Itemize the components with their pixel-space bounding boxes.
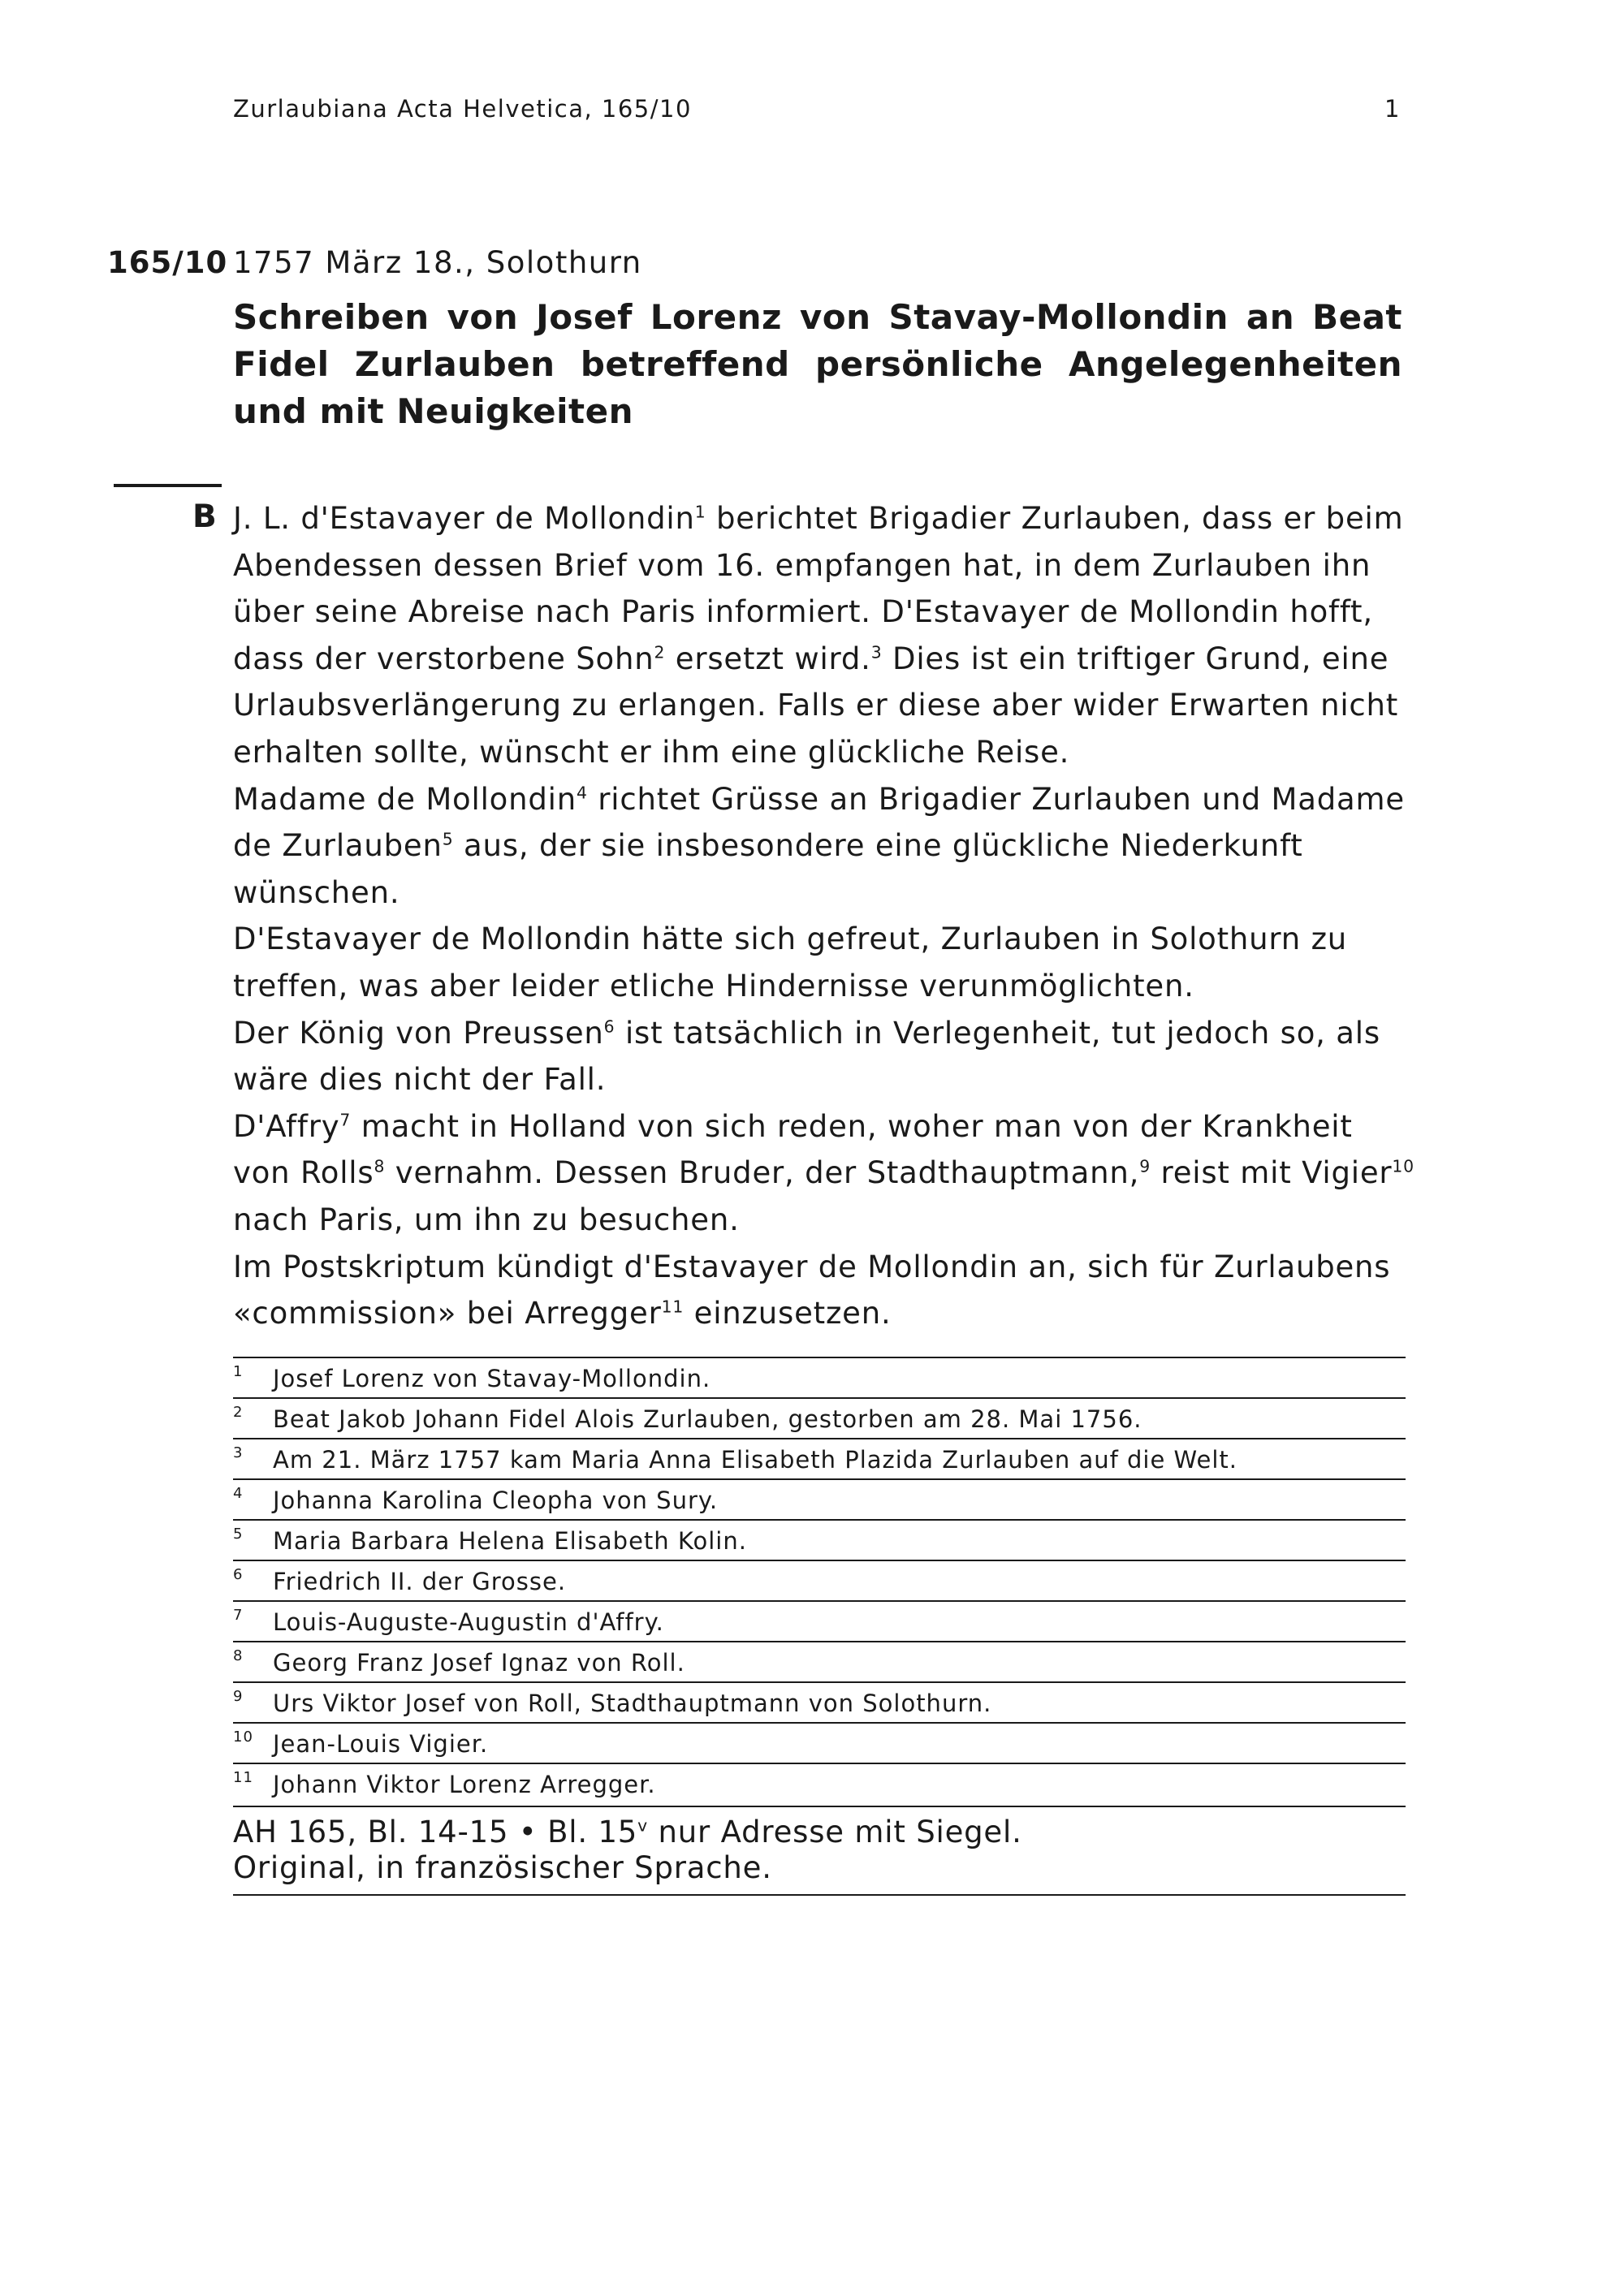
footnote-ref[interactable]: 2	[654, 642, 666, 662]
footnote-number: 1	[233, 1363, 244, 1380]
summary-paragraph: D'Estavayer de Mollondin hätte sich gefreut, Zurlauben in Solothurn zu treffen, was aber leider etliche Hindernisse verunmöglichten.	[233, 921, 1348, 1003]
footnote-ref[interactable]: 8	[374, 1156, 386, 1176]
summary-paragraph: Im Postskriptum kündigt d'Estavayer de Mollondin an, sich für Zurlaubens «commission» bei Arregger$^{11}$ einzusetzen.	[233, 1249, 1391, 1331]
summary-paragraph: D'Affry$^7$ macht in Holland von sich reden, woher man von der Krankheit von Rolls$^8$ vernahm. Dessen Bruder, der Stadthauptmann,$^9$ reist mit Vigier$^{10}$ nach Paris, um ihn zu besuchen.	[233, 1108, 1415, 1237]
footnote-ref[interactable]: 7	[339, 1110, 352, 1130]
footnote-number: 8	[233, 1647, 244, 1664]
footnote-ref[interactable]: 9	[1139, 1156, 1151, 1176]
footnote	[233, 1438, 1406, 1478]
footnote-number: 5	[233, 1526, 244, 1543]
footnote-number: 11	[233, 1769, 253, 1786]
footnote-text: Georg Franz Josef Ignaz von Roll.	[273, 1649, 685, 1677]
footnote-text: Maria Barbara Helena Elisabeth Kolin.	[273, 1527, 747, 1555]
footnote-text: Friedrich II. der Grosse.	[273, 1568, 567, 1595]
footnote-number: 10	[233, 1728, 253, 1746]
footnote-ref[interactable]: 10	[1392, 1156, 1415, 1176]
footnote-text: Urs Viktor Josef von Roll, Stadthauptmann von Solothurn.	[273, 1690, 992, 1717]
section-marker: B	[192, 498, 217, 535]
footnote-text: Am 21. März 1757 kam Maria Anna Elisabeth Plazida Zurlauben auf die Welt.	[273, 1446, 1238, 1474]
footnote-text: Beat Jakob Johann Fidel Alois Zurlauben, gestorben am 28. Mai 1756.	[273, 1405, 1142, 1433]
footnote-number: 2	[233, 1404, 244, 1421]
footnote	[233, 1560, 1406, 1600]
footnote-number: 4	[233, 1485, 244, 1502]
footnote	[233, 1763, 1406, 1803]
footnote-text: Louis-Auguste-Augustin d'Affry.	[273, 1608, 664, 1636]
margin-rule	[114, 484, 222, 487]
footnote-ref[interactable]: 4	[576, 783, 588, 803]
footnote-number: 9	[233, 1688, 244, 1705]
summary-paragraph: Der König von Preussen$^6$ ist tatsächlich in Verlegenheit, tut jedoch so, als wäre dies nicht der Fall.	[233, 1015, 1380, 1098]
footnote-ref[interactable]: 6	[603, 1016, 615, 1037]
footnote-ref[interactable]: 1	[694, 502, 706, 522]
footnote-number: 6	[233, 1566, 244, 1583]
summary-text	[233, 495, 1419, 1337]
footnote-text: Jean-Louis Vigier.	[273, 1730, 489, 1758]
entry-number: 165/10	[107, 245, 228, 280]
footnote-text: Johanna Karolina Cleopha von Sury.	[273, 1487, 719, 1514]
summary-paragraph: J. L. d'Estavayer de Mollondin$^1$ berichtet Brigadier Zurlauben, dass er beim Abendessen dessen Brief vom 16. empfangen hat, in dem Zurlauben ihn über seine Abreise nach Paris informiert. D'Estavayer de Mollondin hofft, dass der verstorbene Sohn$^2$ ersetzt wird.$^3$ Dies ist ein triftiger Grund, eine Urlaubsverlängerung zu erlangen. Falls er diese aber wider Erwarten nicht erhalten sollte, wünscht er ihm eine glückliche Reise.	[233, 501, 1404, 770]
footnote	[233, 1357, 1406, 1397]
footnote-ref[interactable]: 11	[661, 1297, 685, 1317]
footnote-ref[interactable]: 3	[870, 642, 883, 662]
footnote	[233, 1519, 1406, 1560]
footnote-ref[interactable]: 5	[442, 829, 454, 849]
running-header-title: Zurlaubiana Acta Helvetica, 165/10	[233, 95, 692, 123]
summary-paragraph: Madame de Mollondin$^4$ richtet Grüsse an Brigadier Zurlauben und Madame de Zurlauben$^5$ aus, der sie insbesondere eine glückliche Niederkunft wünschen.	[233, 781, 1405, 910]
footnote-text: Josef Lorenz von Stavay-Mollondin.	[273, 1365, 711, 1392]
footnote-number: 7	[233, 1607, 244, 1624]
footnote	[233, 1722, 1406, 1763]
entry-date-place: 1757 März 18., Solothurn	[233, 245, 642, 280]
page-number: 1	[1384, 95, 1400, 123]
source-reference	[233, 1806, 1406, 1896]
source-line-2: Original, in französischer Sprache.	[233, 1850, 772, 1885]
footnote	[233, 1478, 1406, 1519]
footnote-text: Johann Viktor Lorenz Arregger.	[273, 1771, 656, 1798]
footnote	[233, 1397, 1406, 1438]
footnote-number: 3	[233, 1444, 244, 1461]
footnote	[233, 1600, 1406, 1641]
entry-title: Schreiben von Josef Lorenz von Stavay-Mollondin an Beat Fidel Zurlauben betreffend persönliche Angelegenheiten und mit Neuigkeiten	[233, 297, 1402, 431]
footnote	[233, 1641, 1406, 1681]
source-line-1: AH 165, Bl. 14-15 • Bl. 15$^v$ nur Adresse mit Siegel.	[233, 1815, 1022, 1849]
footnotes-list	[233, 1357, 1406, 1803]
footnote	[233, 1681, 1406, 1722]
